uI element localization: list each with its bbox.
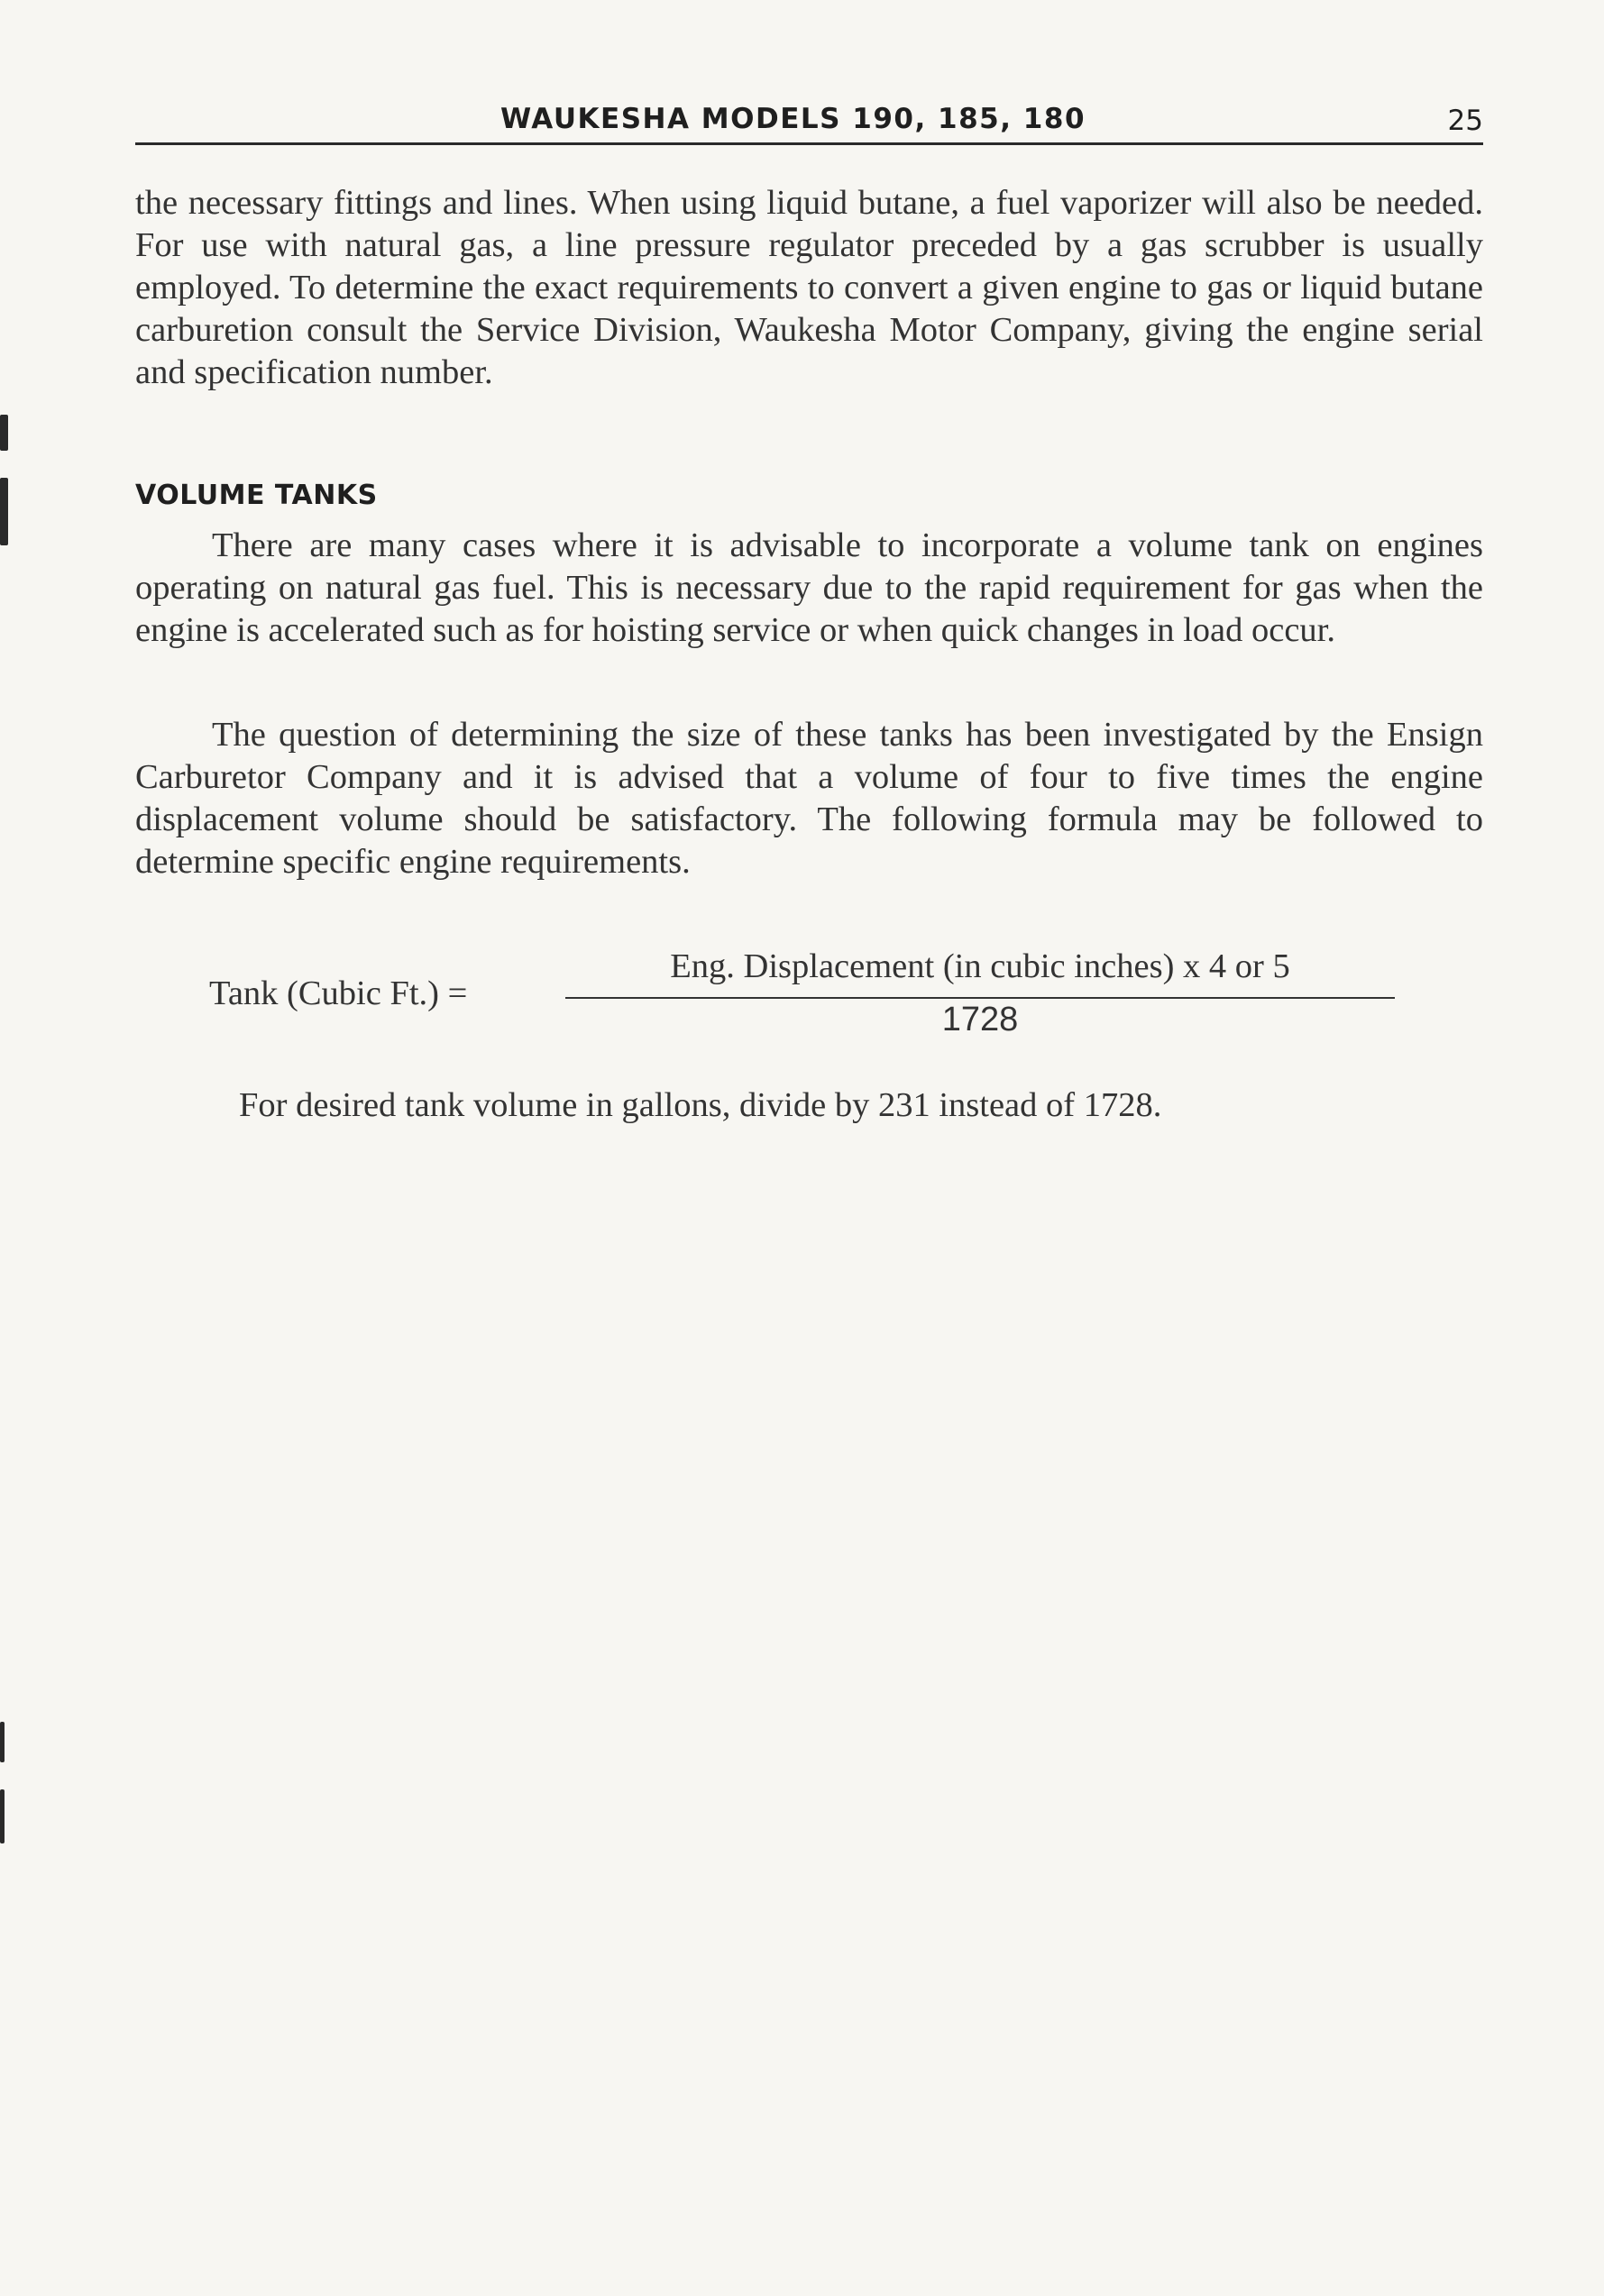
scan-edge-mark [0, 478, 8, 545]
scan-edge-mark [0, 415, 8, 451]
gallons-note: For desired tank volume in gallons, divide by 231 instead of 1728. [239, 1086, 1162, 1124]
fraction-bar [565, 997, 1395, 999]
scan-edge-mark [0, 1722, 5, 1762]
page-header [135, 97, 1483, 144]
tank-volume-formula [209, 947, 1399, 1046]
formula-numerator: Eng. Displacement (in cubic inches) x 4 or 5 [670, 947, 1290, 985]
page-number: 25 [1447, 105, 1483, 137]
formula-lhs: Tank (Cubic Ft.) = [209, 974, 468, 1012]
paragraph-volume-tanks-intro: There are many cases where it is advisable to incorporate a volume tank on engines operating on natural gas fuel. This is necessary due to the rapid requirement for gas when the engine is accelerated such as for hoisting service or when quick changes in load occur. [135, 526, 1483, 649]
header-rule [135, 142, 1483, 145]
formula-denominator: 1728 [941, 1001, 1019, 1038]
section-heading-volume-tanks: VOLUME TANKS [135, 480, 378, 511]
paragraph-tank-sizing: The question of determining the size of these tanks has been investigated by the Ensign Carburetor Company and it is advised that a volume of four to five times the engine displacement volume should be satisfactory. The following formula may be followed to determine specific engine requirements. [135, 716, 1483, 881]
scan-edge-mark [0, 1789, 5, 1843]
formula-fraction [565, 947, 1395, 1046]
paragraph-fuel-conversion: the necessary fittings and lines. When using liquid butane, a fuel vaporizer will also be needed. For use with natural gas, a line pressure regulator preceded by a gas scrubber is usually employed. To determine the exact requirements to convert a given engine to gas or liquid butane carburetion consult the Service Division, Waukesha Motor Company, giving the engine serial and specification number. [135, 184, 1483, 391]
running-title: WAUKESHA MODELS 190, 185, 180 [500, 103, 1086, 135]
